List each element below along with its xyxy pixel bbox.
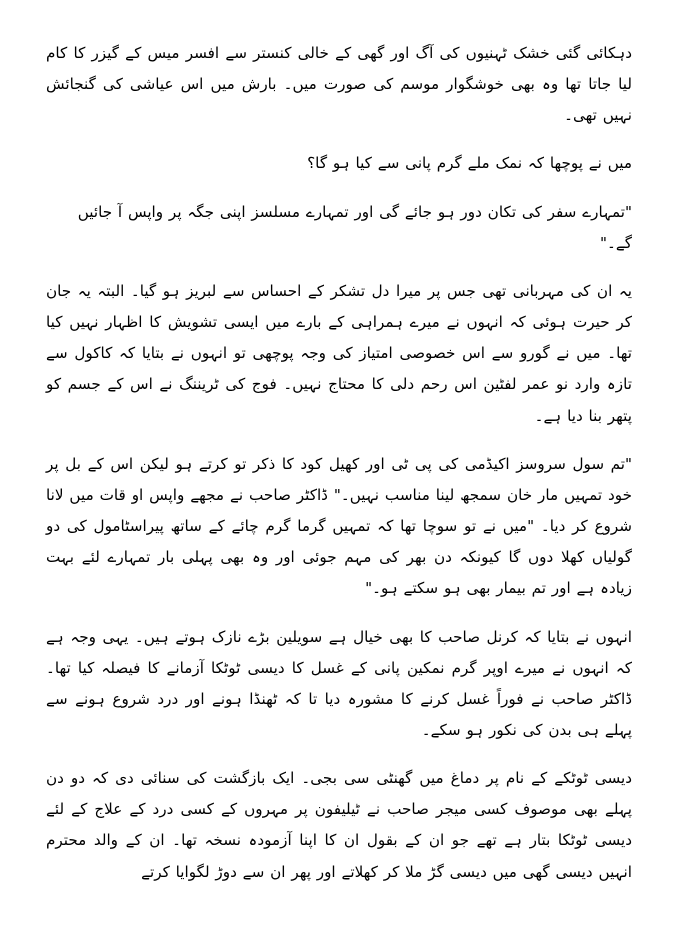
paragraph: "تم سول سروسز اکیڈمی کی پی ٹی اور کھیل کود کا ذکر تو کرتے ہو لیکن اس کے بل پر خود تمہیں مار خان سمجھ لینا مناسب نہیں۔" ڈاکٹر صاحب نے مجھے واپس او قات میں لانا شروع کر دیا۔ "میں نے تو سوچا تھا کہ تمہیں گرما گرم چائے کے ساتھ پیراسٹامول کی دو گولیاں کھلا دوں گا کیونکہ دن بھر کی مہم جوئی اور وہ بھی پہلی بار تمہارے لئے بہت زیادہ ہے اور تم بیمار بھی ہو سکتے ہو۔" <box>46 454 632 598</box>
paragraph: دیسی ٹوٹکے کے نام پر دماغ میں گھنٹی سی بجی۔ ایک بازگشت کی سنائی دی کہ دو دن پہلے بھی موصوف کسی میجر صاحب نے ٹیلیفون پر مہروں کے کسی درد کے علاج کے لئے دیسی ٹوٹکا بتار ہے تھے جو ان کے بقول ان کا اپنا آزمودہ نسخہ تھا۔ ان کے والد محترم انہیں دیسی گھی میں دیسی گڑ ملا کر کھلاتے اور پھر ان سے دوڑ لگوایا کرتے <box>46 769 632 881</box>
paragraph: "تمہارے سفر کی تکان دور ہو جائے گی اور تمہارے مسلسز اپنی جگہ پر واپس آ جائیں گے۔" <box>77 202 632 252</box>
paragraph: دہکائی گئی خشک ٹہنیوں کی آگ اور گھی کے خالی کنستر سے افسر میس کے گیزر کا کام لیا جاتا تھا وہ بھی خوشگوار موسم کی صورت میں۔ بارش میں اس عیاشی کی گنجائش نہیں تھی۔ <box>46 44 632 125</box>
document-body <box>46 38 632 888</box>
paragraph: یہ ان کی مہربانی تھی جس پر میرا دل تشکر کے احساس سے لبریز ہو گیا۔ البتہ یہ جان کر حیرت ہوئی کہ انہوں نے میرے ہمراہی کے بارے میں ایسی تشویش کا اظہار نہیں کیا تھا۔ میں نے گورو سے اس خصوصی امتیاز کی وجہ پوچھی تو انہوں نے بتایا کہ کاکول سے تازہ وارد نو عمر لفٹین اس رحم دلی کا محتاج نہیں۔ فوج کی ٹریننگ نے اس کے جسم کو پتھر بنا دیا ہے۔ <box>46 281 632 425</box>
paragraph: انہوں نے بتایا کہ کرنل صاحب کا بھی خیال ہے سویلین بڑے نازک ہوتے ہیں۔ یہی وجہ ہے کہ انہوں نے میرے اوپر گرم نمکین پانی کے غسل کا دیسی ٹوٹکا آزمانے کا فیصلہ کیا تھا۔ ڈاکٹر صاحب نے فوراً غسل کرنے کا مشورہ دیا تا کہ ٹھنڈا ہونے اور درد شروع ہونے سے پہلے ہی بدن کی نکور ہو سکے۔ <box>46 627 632 739</box>
paragraph: میں نے پوچھا کہ نمک ملے گرم پانی سے کیا ہو گا؟ <box>307 154 632 173</box>
